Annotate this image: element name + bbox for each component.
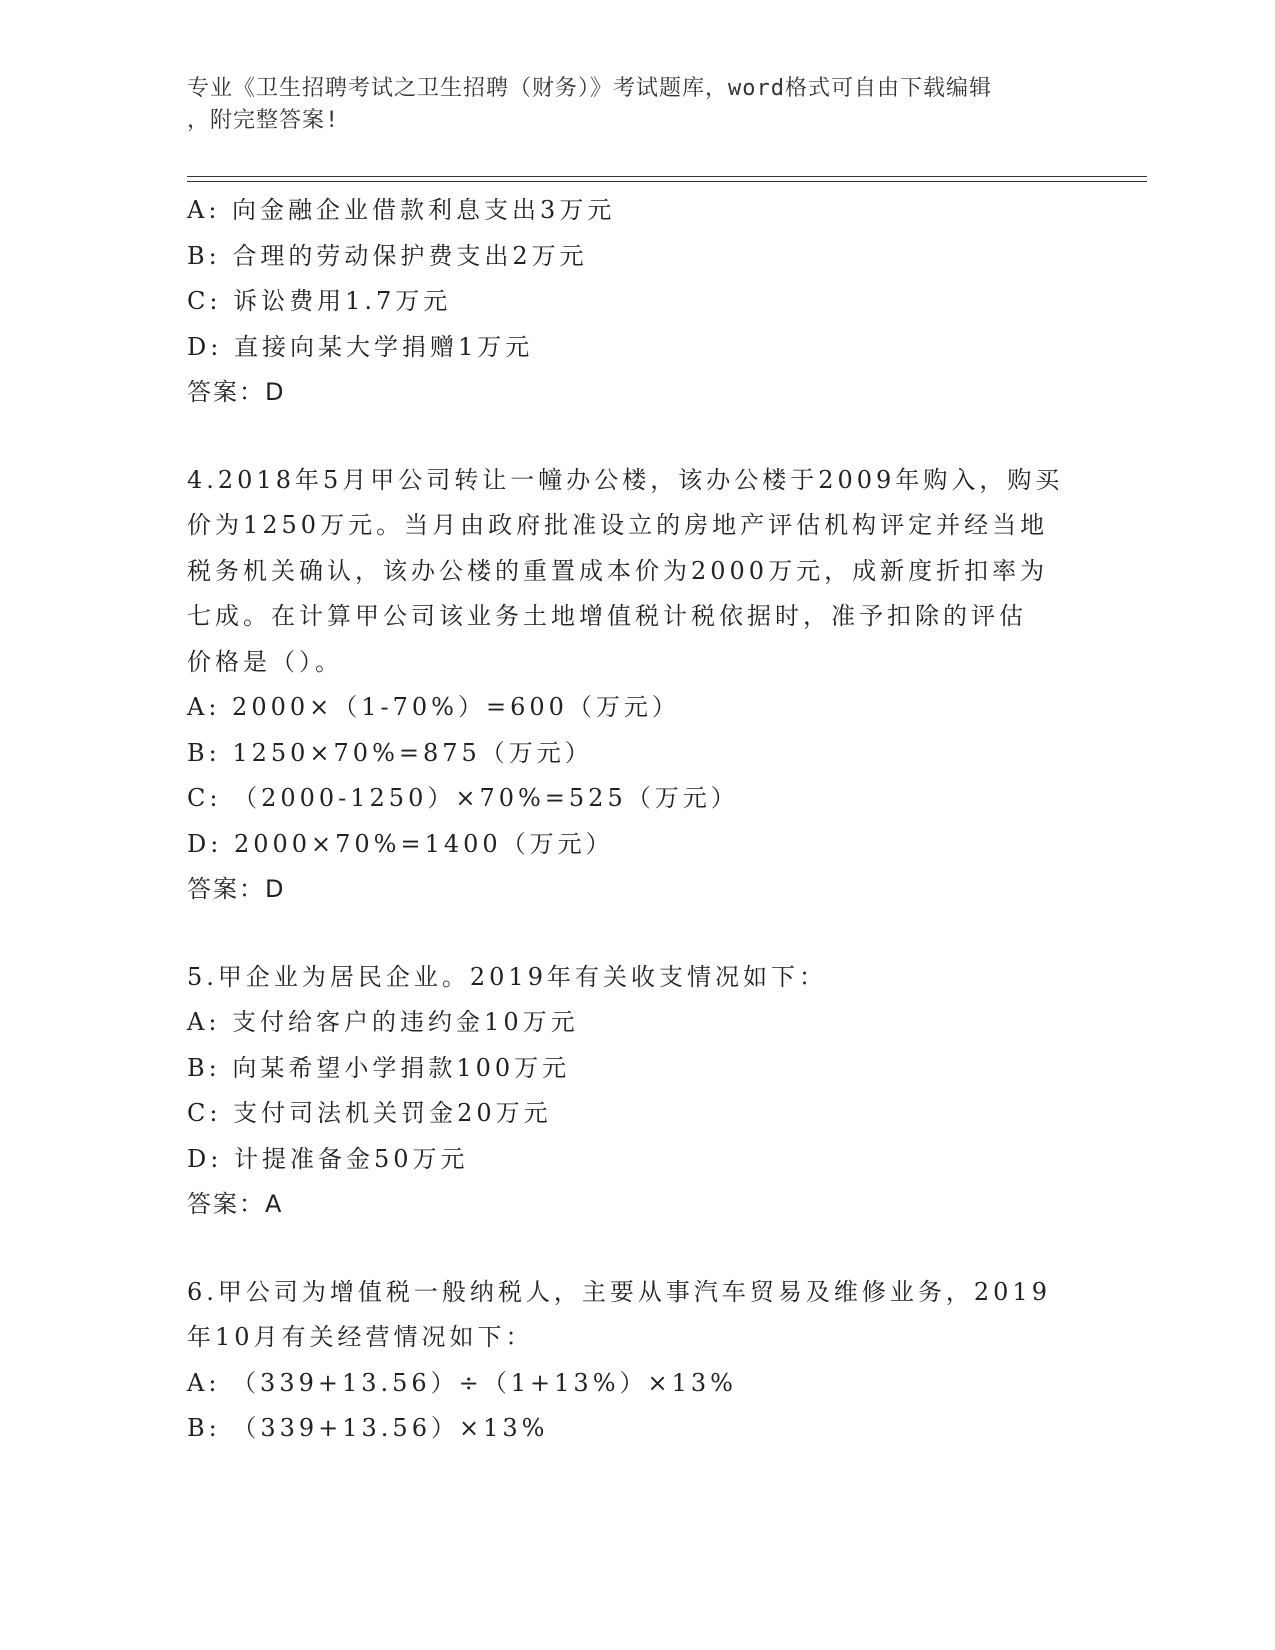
q4-option-b: B: 1250×70%=875（万元） xyxy=(187,738,593,767)
question-3-tail xyxy=(187,188,1087,416)
q3-option-b: B: 合理的劳动保护费支出2万元 xyxy=(187,241,588,270)
q4-option-c: C: （2000-1250）×70%=525（万元） xyxy=(187,784,739,812)
q5-option-a: A: 支付给客户的违约金10万元 xyxy=(187,1008,579,1036)
q6-stem-line-1: 6.甲公司为增值税一般纳税人，主要从事汽车贸易及维修业务，2019 xyxy=(187,1277,1051,1306)
question-4 xyxy=(187,458,1087,913)
q4-option-d: D: 2000×70%=1400（万元） xyxy=(187,829,614,858)
q3-option-d: D: 直接向某大学捐赠1万元 xyxy=(187,332,534,361)
spacer xyxy=(187,913,1087,955)
q3-option-a: A: 向金融企业借款利息支出3万元 xyxy=(187,196,616,224)
header-divider-top xyxy=(187,176,1147,177)
header-title-line-1: 专业《卫生招聘考试之卫生招聘（财务）》考试题库，word格式可自由下载编辑 xyxy=(187,76,992,101)
header-divider-bottom xyxy=(187,181,1147,182)
q3-answer: 答案：D xyxy=(187,378,286,406)
q6-option-b: B: （339+13.56）×13% xyxy=(187,1414,549,1442)
q4-stem-line-4: 七成。在计算甲公司该业务土地增值税计税依据时，准予扣除的评估 xyxy=(187,602,1027,630)
question-6 xyxy=(187,1270,1087,1452)
q4-option-a: A: 2000×（1-70%）=600（万元） xyxy=(187,693,680,721)
q4-stem-line-3: 税务机关确认，该办公楼的重置成本价为2000万元，成新度折扣率为 xyxy=(187,556,1049,585)
q6-stem-line-2: 年10月有关经营情况如下： xyxy=(187,1323,534,1351)
document-body xyxy=(187,188,1087,1452)
q6-option-a: A: （339+13.56）÷（1+13%）×13% xyxy=(187,1368,737,1397)
q5-option-c: C: 支付司法机关罚金20万元 xyxy=(187,1099,552,1127)
q4-stem-line-2: 价为1250万元。当月由政府批准设立的房地产评估机构评定并经当地 xyxy=(187,511,1049,539)
q4-stem-line-5: 价格是（）。 xyxy=(187,647,343,676)
q5-option-b: B: 向某希望小学捐款100万元 xyxy=(187,1053,571,1082)
q3-option-c: C: 诉讼费用1.7万元 xyxy=(187,287,452,315)
header-title-line-2: ，附完整答案! xyxy=(187,108,340,133)
question-5 xyxy=(187,955,1087,1228)
q5-option-d: D: 计提准备金50万元 xyxy=(187,1144,469,1173)
spacer xyxy=(187,1228,1087,1270)
document-header xyxy=(187,73,1087,137)
q4-stem-line-1: 4.2018年5月甲公司转让一幢办公楼，该办公楼于2009年购入，购买 xyxy=(187,465,1064,494)
q5-answer: 答案：A xyxy=(187,1190,284,1218)
spacer xyxy=(187,416,1087,458)
q4-answer: 答案：D xyxy=(187,875,286,903)
q5-stem-line-1: 5.甲企业为居民企业。2019年有关收支情况如下： xyxy=(187,962,827,991)
